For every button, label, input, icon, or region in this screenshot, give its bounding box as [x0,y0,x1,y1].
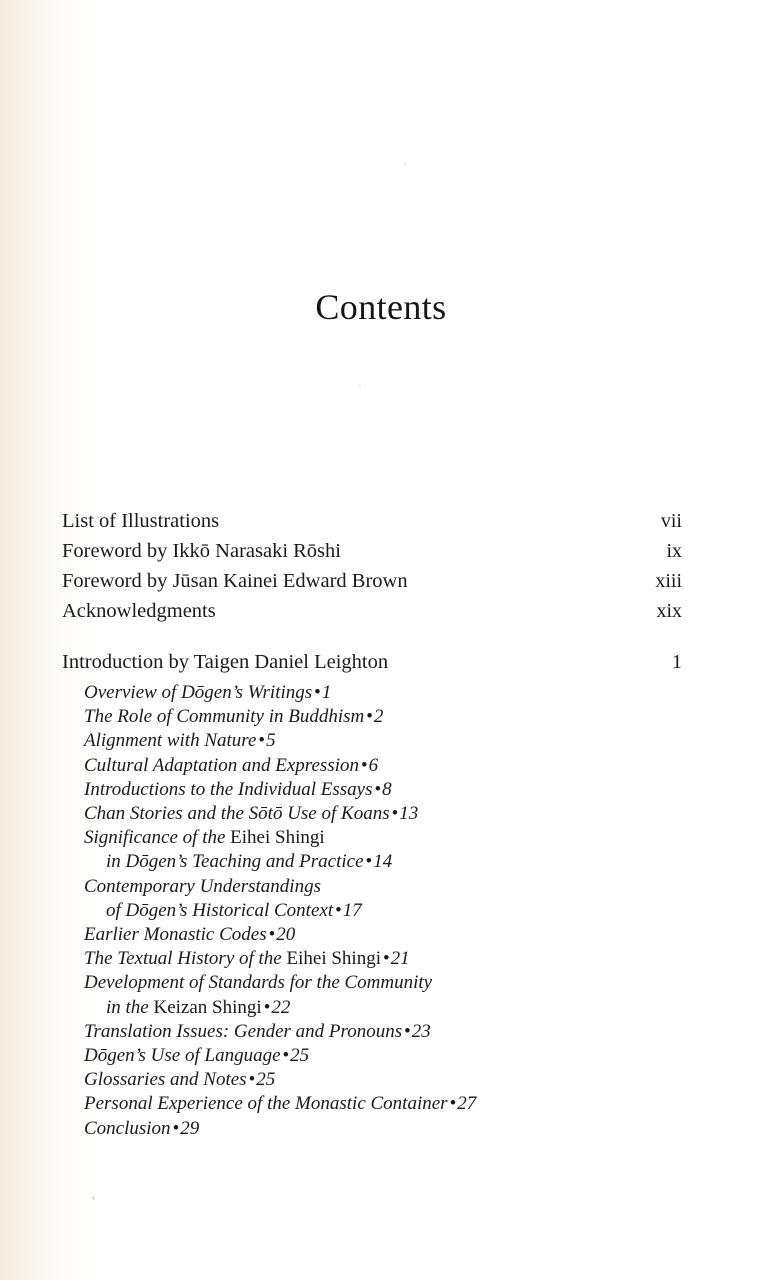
toc-subentry-label: The Role of Community in Buddhism [84,706,365,728]
toc-subentry[interactable] [62,996,682,1020]
toc-subentry-page: 27 [457,1093,477,1115]
toc-entry-page: xix [656,600,682,622]
toc-entry-page: 1 [672,651,682,673]
toc-subentry-page: 20 [276,924,296,946]
bullet-separator-icon: • [258,730,266,752]
toc-subentry[interactable] [62,971,682,995]
toc-subentry[interactable] [62,681,682,705]
bullet-separator-icon: • [268,924,276,946]
toc-subentry[interactable] [62,1044,682,1068]
bullet-separator-icon: • [314,682,321,703]
toc-subentry-label: Earlier Monastic Codes [84,924,267,946]
toc-subentry[interactable] [62,875,682,899]
toc-subentry-page: 29 [180,1117,200,1139]
toc-subentry[interactable] [62,729,682,753]
bullet-separator-icon: • [391,803,399,825]
toc-subentry[interactable] [62,850,682,874]
toc-subentry-label: Translation Issues: Gender and Pronouns [84,1020,403,1042]
toc-entry-page: vii [660,510,682,532]
bullet-separator-icon: • [335,899,342,921]
page-title: Contents [315,287,447,327]
bullet-separator-icon: • [365,851,373,873]
introduction-subentry-list [62,681,682,1141]
bullet-separator-icon: • [172,1117,180,1139]
toc-subentry-label: Chan Stories and the Sōtō Use of Koans [84,803,390,825]
toc-subentry-page: 17 [342,899,362,921]
toc-subentry[interactable] [62,1068,682,1092]
bullet-separator-icon: • [449,1093,457,1115]
toc-subentry[interactable] [62,947,682,971]
toc-subentry-label: Personal Experience of the Monastic Container [84,1093,448,1115]
toc-subentry-page: 22 [271,996,291,1018]
toc-subentry-page: 23 [411,1020,431,1042]
toc-subentry-page: 5 [266,730,276,752]
toc-subentry-page: 13 [399,803,419,825]
toc-subentry-page: 1 [321,682,332,703]
bullet-separator-icon: • [263,996,271,1018]
toc-entry-label: Introduction by Taigen Daniel Leighton [62,651,389,673]
toc-subentry-label: of Dōgen’s Historical Context [106,899,334,921]
toc-subentry-page: 14 [373,851,393,873]
section-spacer [62,626,682,647]
toc-subentry-label: Development of Standards for the Community [84,972,433,994]
bullet-separator-icon: • [366,706,373,728]
toc-subentry-label: in Dōgen’s Teaching and Practice [106,851,364,873]
toc-subentry[interactable] [62,1092,682,1116]
toc-subentry-label: Overview of Dōgen’s Writings [84,682,313,703]
bullet-separator-icon: • [404,1020,411,1042]
toc-subentry-label: The Textual History of the [84,948,287,970]
toc-subentry-label: Significance of the [84,827,231,849]
bullet-separator-icon: • [282,1045,290,1067]
toc-subentry-book-title: Eihei Shingi [286,948,381,970]
toc-subentry[interactable] [62,826,682,850]
toc-subentry-page: 25 [290,1045,310,1067]
toc-entry-label: List of Illustrations [62,510,220,532]
toc-entry[interactable] [62,566,682,596]
toc-subentry-page: 21 [390,948,410,970]
toc-entry-label: Foreword by Jūsan Kainei Edward Brown [62,570,408,592]
toc-subentry-page: 8 [382,778,392,800]
toc-subentry-label: Glossaries and Notes [84,1069,247,1091]
toc-entry-introduction[interactable] [62,647,682,678]
toc-entry-label: Foreword by Ikkō Narasaki Rōshi [62,540,341,562]
front-matter-list [62,506,682,626]
toc-subentry-page: 6 [368,754,379,776]
toc-subentry-page: 2 [373,706,384,728]
toc-subentry[interactable] [62,802,682,826]
toc-subentry[interactable] [62,705,682,729]
toc-entry-label: Acknowledgments [62,600,216,622]
toc-subentry-label: Alignment with Nature [84,730,257,752]
toc-entry[interactable] [62,506,682,536]
toc-subentry-label: Dōgen’s Use of Language [84,1045,281,1067]
toc-entry-page: xiii [655,570,682,592]
toc-subentry-label: Contemporary Understandings [84,875,321,897]
toc-entry-page: ix [666,540,682,562]
toc-entry[interactable] [62,596,682,626]
toc-subentry[interactable] [62,899,682,923]
toc-subentry-label: Introductions to the Individual Essays [84,778,373,800]
toc-entry[interactable] [62,536,682,566]
bullet-separator-icon: • [382,948,390,970]
toc-subentry-book-title: Eihei Shingi [230,827,325,849]
toc-subentry[interactable] [62,778,682,802]
toc-subentry[interactable] [62,754,682,778]
toc-subentry[interactable] [62,1117,682,1141]
toc-subentry-page: 25 [256,1069,276,1091]
toc-subentry[interactable] [62,923,682,947]
bullet-separator-icon: • [374,778,382,800]
bullet-separator-icon: • [360,754,368,776]
toc-subentry-label: in the [106,996,154,1018]
toc-subentry[interactable] [62,1020,682,1044]
table-of-contents [62,506,682,1141]
toc-subentry-book-title: Keizan Shingi [153,996,262,1018]
toc-subentry-label: Cultural Adaptation and Expression [84,754,359,776]
bullet-separator-icon: • [248,1069,256,1091]
toc-subentry-label: Conclusion [84,1117,171,1139]
